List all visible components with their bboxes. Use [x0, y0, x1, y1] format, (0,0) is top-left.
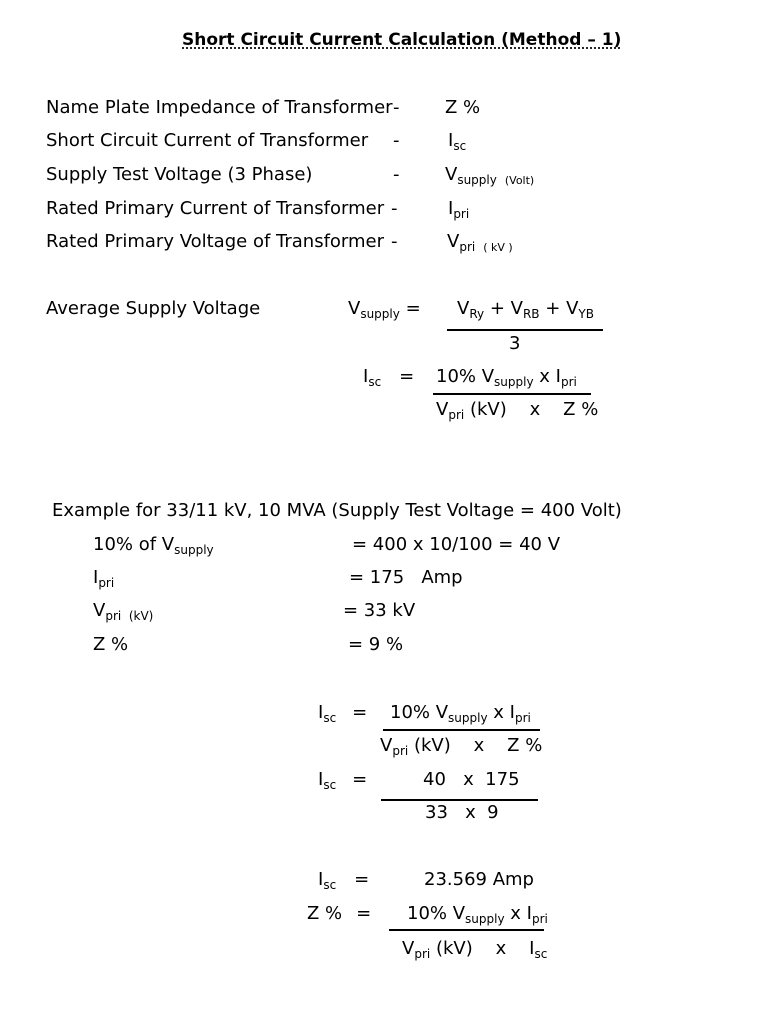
definition-label: Rated Primary Current of Transformer — [46, 198, 385, 219]
average-numerator: $V_{Ry} + V_{RB} + V_{YB}$ — [457, 298, 594, 321]
impedance-numerator: 10% $V_{supply}$ x $I_{pri}$ — [407, 903, 548, 926]
calc-lhs: $I_{sc}$ = — [318, 769, 368, 792]
calc-numerator: 40 x 175 — [423, 769, 520, 790]
example-heading: Example for 33/11 kV, 10 MVA (Supply Test Voltage = 400 Volt) — [52, 500, 622, 521]
average-denominator: 3 — [509, 333, 521, 354]
fraction-bar — [383, 729, 540, 731]
average-label: Average Supply Voltage — [46, 298, 261, 319]
result-value: 23.569 Amp — [424, 869, 534, 890]
calc-denominator: 33 x 9 — [425, 802, 499, 823]
result-lhs: $I_{sc}$ = — [318, 869, 370, 892]
definition-label: Supply Test Voltage (3 Phase) — [46, 164, 313, 185]
definition-label: Short Circuit Current of Transformer — [46, 130, 369, 151]
formula-lhs: $I_{sc}$ = — [363, 366, 415, 389]
definition-symbol: $I_{sc}$ — [448, 130, 467, 153]
definition-dash: - — [393, 97, 400, 118]
calc-denominator: $V_{pri}$ (kV) x Z % — [380, 735, 543, 758]
definition-dash: - — [393, 164, 400, 185]
impedance-lhs: Z % = — [307, 903, 372, 924]
formula-numerator: 10% $V_{supply}$ x $I_{pri}$ — [436, 366, 577, 389]
example-value: = 175 Amp — [349, 567, 463, 588]
example-symbol: Z % — [93, 634, 129, 655]
definition-dash: - — [391, 231, 398, 252]
calc-numerator: 10% $V_{supply}$ x $I_{pri}$ — [390, 702, 531, 725]
page-title: Short Circuit Current Calculation (Method – 1) — [182, 30, 622, 50]
example-value: = 9 % — [348, 634, 404, 655]
definition-symbol: $V_{supply}$ $_{(Volt)}$ — [445, 164, 535, 187]
definition-label: Rated Primary Voltage of Transformer — [46, 231, 385, 252]
fraction-bar — [433, 393, 591, 395]
example-symbol: $V_{pri (kV)}$ — [93, 600, 154, 623]
example-value: = 33 kV — [343, 600, 416, 621]
fraction-bar — [447, 329, 603, 331]
example-value: = 400 x 10/100 = 40 V — [352, 534, 561, 555]
calc-lhs: $I_{sc}$ = — [318, 702, 368, 725]
example-symbol: $I_{pri}$ — [93, 567, 115, 590]
definition-symbol: Z % — [445, 97, 481, 118]
impedance-denominator: $V_{pri}$ (kV) x $I_{sc}$ — [402, 938, 548, 961]
fraction-bar — [381, 799, 538, 801]
average-lhs: $V_{supply}$ = — [348, 298, 421, 321]
definition-label: Name Plate Impedance of Transformer — [46, 97, 393, 118]
fraction-bar — [389, 929, 544, 931]
formula-denominator: $V_{pri}$ (kV) x Z % — [436, 399, 599, 422]
definition-dash: - — [391, 198, 398, 219]
definition-dash: - — [393, 130, 400, 151]
definition-symbol: $V_{pri}$ $_{( kV )}$ — [447, 231, 513, 254]
definition-symbol: $I_{pri}$ — [448, 198, 470, 221]
example-symbol: 10% of $V_{supply}$ — [93, 534, 214, 557]
